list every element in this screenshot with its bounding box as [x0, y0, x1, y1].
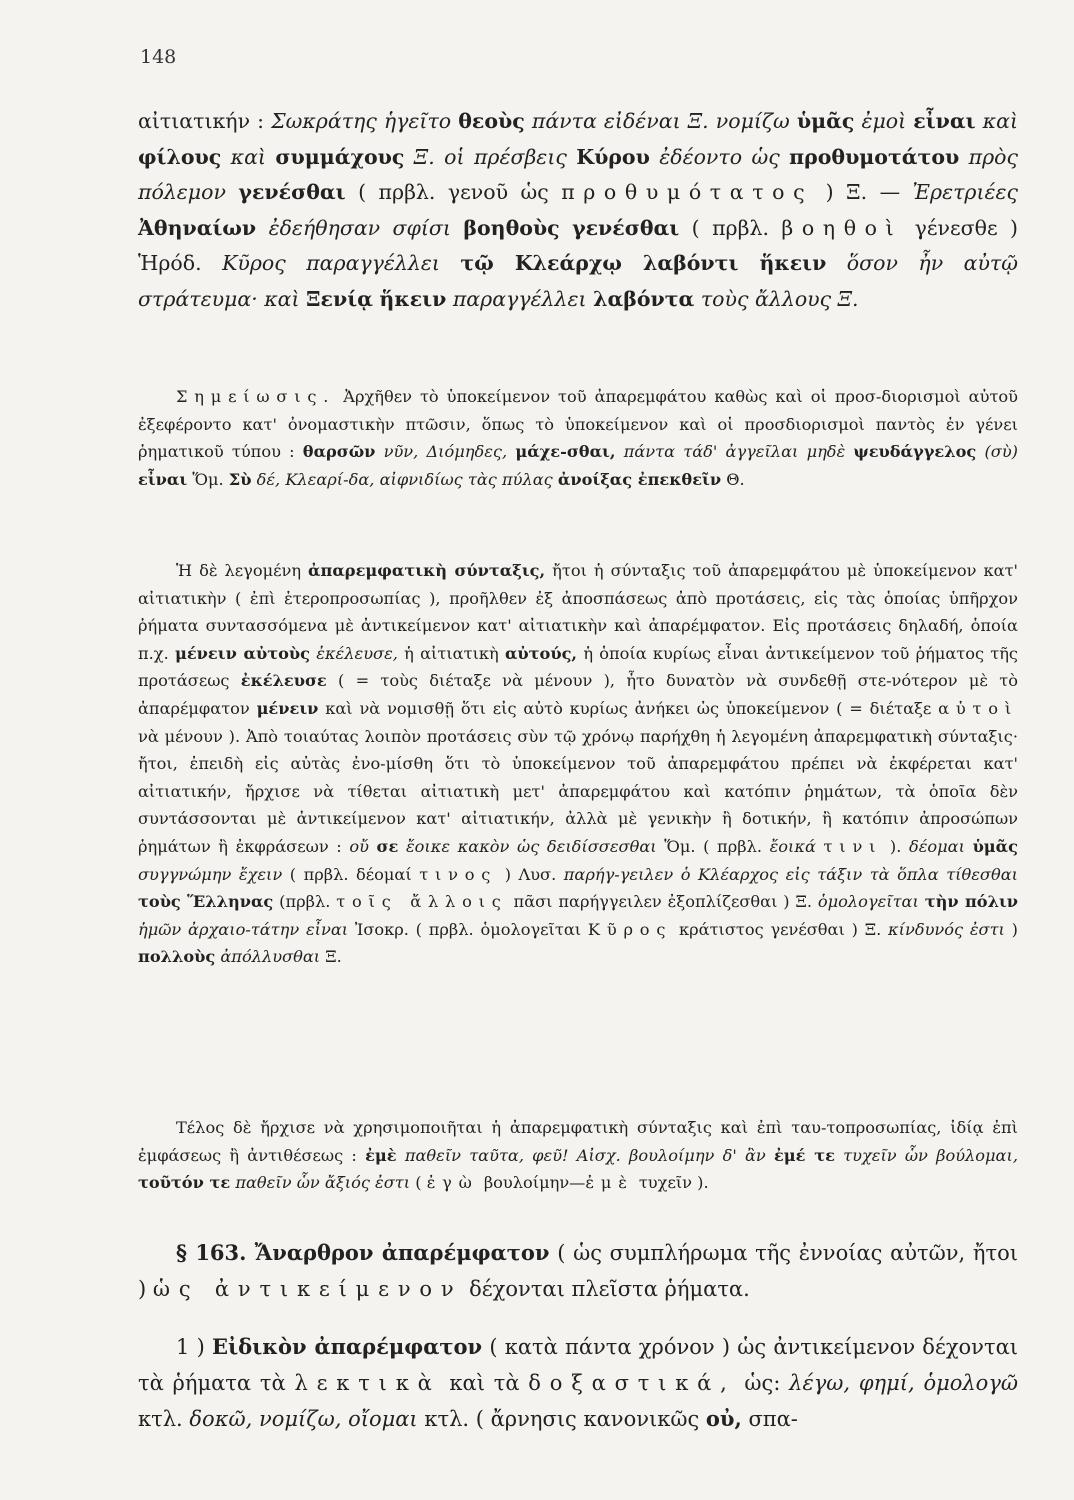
section-163-heading: § 163. Ἄναρθρον ἀπαρέμφατον ( ὡς συμπλήρωμα τῆς ἐννοίας αὐτῶν, ἤτοι ) ὡς ἀντικείμενον δέχονται πλεῖστα ῥήματα.: [138, 1240, 1018, 1301]
page-number: 148: [140, 46, 177, 68]
paragraph-same-person: Τέλος δὲ ἤρχισε νὰ χρησιμοποιῆται ἡ ἀπαρεμφατικὴ σύνταξις καὶ ἐπὶ ταυ-τοπροσωπίας, ἰδίᾳ ἐπὶ ἐμφάσεως ἢ ἀντιθέσεως : ἐμὲ παθεῖν ταῦτα, φεῦ! Αἰσχ. βουλοίμην δ' ἂν ἐμέ τε τυχεῖν ὧν βούλομαι, τοῦτόν τε παθεῖν ὧν ἄξιός ἐστι ( ἐγὼ βουλοίμην—ἐμὲ τυχεῖν ).: [138, 1118, 1018, 1193]
paragraph-note: Σημείωσις. Ἀρχῆθεν τὸ ὑποκείμενον τοῦ ἀπαρεμφάτου καθὼς καὶ οἱ προσ-διορισμοὶ αὐτοῦ ἐξεφέροντο κατ' ὀνομαστικὴν πτῶσιν, ὅπως τὸ ὑποκείμενον καὶ οἱ προσδιορισμοὶ παντὸς ἐν γένει ῥηματικοῦ τύπου : θαρσῶν νῦν, Διόμηδες, μάχε-σθαι, πάντα τάδ' ἀγγεῖλαι μηδὲ ψευδάγγελος (σὺ) εἶναι Ὅμ. Σὺ δέ, Κλεαρί-δα, αἰφνιδίως τὰς πύλας ἀνοίξας ἐπεκθεῖν Θ.: [138, 387, 1018, 489]
paragraph-accusative-examples: αἰτιατικήν : Σωκράτης ἡγεῖτο θεοὺς πάντα εἰδέναι Ξ. νομίζω ὑμᾶς ἐμοὶ εἶναι καὶ φίλους καὶ συμμάχους Ξ. οἱ πρέσβεις Κύρου ἐδέοντο ὡς προθυμοτάτου πρὸς πόλεμον γενέσθαι ( πρβλ. γενοῦ ὡς προθυμότατος ) Ξ. — Ἐρετριέες Ἀθηναίων ἐδεήθησαν σφίσι βοηθοὺς γενέσθαι ( πρβλ. βοηθοὶ γένεσθε ) Ἡρόδ. Κῦρος παραγγέλλει τῷ Κλεάρχῳ λαβόντι ἥκειν ὅσον ἦν αὐτῷ στράτευμα· καὶ Ξενίᾳ ἥκειν παραγγέλλει λαβόντα τοὺς ἄλλους Ξ.: [138, 109, 1019, 311]
paragraph-infinitive-syntax: Ἡ δὲ λεγομένη ἀπαρεμφατικὴ σύνταξις, ἤτοι ἡ σύνταξις τοῦ ἀπαρεμφάτου μὲ ὑποκείμενον κατ' αἰτιατικὴν ( ἐπὶ ἑτεροπροσωπίας ), προῆλθεν ἐξ ἀποσπάσεως ἀπὸ προτάσεις, εἰς τὰς ὁποίας ὑπῆρχον ῥήματα συντασσόμενα μὲ ἀντικείμενον κατ' αἰτιατικὴν καὶ ἀπαρέμφατον. Εἰς προτάσεις δηλαδή, ὁποία π.χ. μένειν αὐτοὺς ἐκέλευσε, ἡ αἰτιατικὴ αὐτούς, ἡ ὁποία κυρίως εἶναι ἀντικείμενον τοῦ ῥήματος τῆς προτάσεως ἐκέλευσε ( = τοὺς διέταξε νὰ μένουν ), ἦτο δυνατὸν νὰ συνδεθῇ στε-νότερον μὲ τὸ ἀπαρέμφατον μένειν καὶ νὰ νομισθῇ ὅτι εἰς αὐτὸ κυρίως ἀνήκει ὡς ὑποκείμενον ( = διέταξε αὐτοὶ νὰ μένουν ). Ἀπὸ τοιαύτας λοιπὸν προτάσεις σὺν τῷ χρόνῳ παρήχθη ἡ λεγομένη ἀπαρεμφατικὴ σύνταξις· ἤτοι, ἐπειδὴ εἰς αὐτὰς ἐνο-μίσθη ὅτι τὸ ὑποκείμενον τοῦ ἀπαρεμφάτου πρέπει νὰ ἐκφέρεται κατ' αἰτιατικήν, ἤρχισε νὰ τίθεται αἰτιατικὴ μετ' ἀπαρεμφάτου καὶ κατόπιν ῥημάτων, τὰ ὁποῖα δὲν συντάσσονται μὲ ἀντικείμενον κατ' αἰτιατικήν, ἀλλὰ μὲ γενικὴν ἢ δοτικήν, ἢ κατόπιν ἀπροσώπων ῥημάτων ἢ ἐκφράσεων : οὔ σε ἔοικε κακὸν ὡς δειδίσσεσθαι Ὅμ. ( πρβλ. ἔοικά τινι ). δέομαι ὑμᾶς συγγνώμην ἔχειν ( πρβλ. δέομαί τινος ) Λυσ. παρήγ-γειλεν ὁ Κλέαρχος εἰς τάξιν τὰ ὅπλα τίθεσθαι τοὺς Ἕλληνας (πρβλ. τοῖς ἄλλοις πᾶσι παρήγγειλεν ἐξοπλίζεσθαι ) Ξ. ὁμολογεῖται τὴν πόλιν ἡμῶν ἀρχαιο-τάτην εἶναι Ἰσοκρ. ( πρβλ. ὁμολογεῖται Κῦρος κράτιστος γενέσθαι ) Ξ. κίνδυνός ἐστι ) πολλοὺς ἀπόλλυσθαι Ξ.: [138, 561, 1019, 967]
paragraph-special-infinitive: 1 ) Εἰδικὸν ἀπαρέμφατον ( κατὰ πάντα χρόνον ) ὡς ἀντικείμενον δέχονται τὰ ῥήματα τὰ λεκτικὰ καὶ τὰ δοξαστικά, ὡς: λέγω, φημί, ὁμολογῶ κτλ. δοκῶ, νομίζω, οἴομαι κτλ. ( ἄρνησις κανονικῶς οὐ, σπα-: [138, 1334, 1019, 1431]
